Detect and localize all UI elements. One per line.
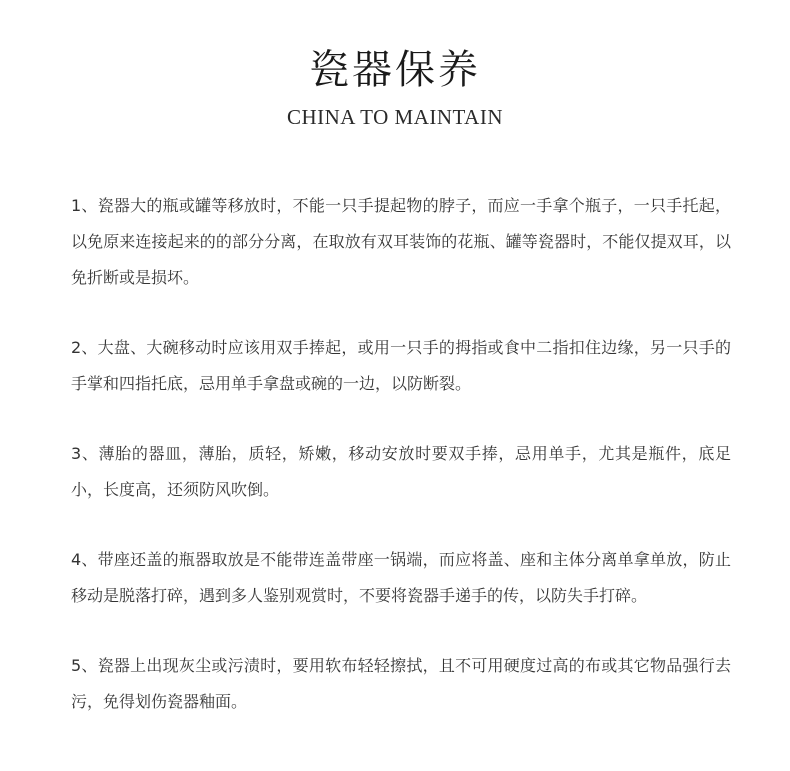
instruction-paragraph-2: 2、大盘、大碗移动时应该用双手捧起，或用一只手的拇指或食中二指扣住边缘，另一只手的手掌和四指托底，忌用单手拿盘或碗的一边，以防断裂。 — [71, 338, 731, 393]
instruction-paragraph-4: 4、带座还盖的瓶器取放是不能带连盖带座一锅端，而应将盖、座和主体分离单拿单放，防止移动是脱落打碎，遇到多人鉴别观赏时，不要将瓷器手递手的传，以防失手打碎。 — [71, 550, 731, 605]
instruction-paragraph-1: 1、瓷器大的瓶或罐等移放时，不能一只手提起物的脖子，而应一手拿个瓶子，一只手托起，以免原来连接起来的的部分分离，在取放有双耳装饰的花瓶、罐等瓷器时，不能仅提双耳，以免折断或是损坏。 — [71, 196, 731, 287]
instruction-paragraph-5: 5、瓷器上出现灰尘或污渍时，要用软布轻轻擦拭，且不可用硬度过高的布或其它物品强行去污，免得划伤瓷器釉面。 — [71, 656, 731, 711]
header — [0, 42, 790, 130]
instruction-paragraph-3: 3、薄胎的器皿，薄胎，质轻，矫嫩，移动安放时要双手捧，忌用单手，尤其是瓶件，底足小，长度高，还须防风吹倒。 — [71, 444, 731, 499]
care-instructions — [71, 188, 731, 754]
page-subtitle: CHINA TO MAINTAIN — [286, 105, 504, 129]
page-title: 瓷器保养 — [309, 47, 481, 93]
